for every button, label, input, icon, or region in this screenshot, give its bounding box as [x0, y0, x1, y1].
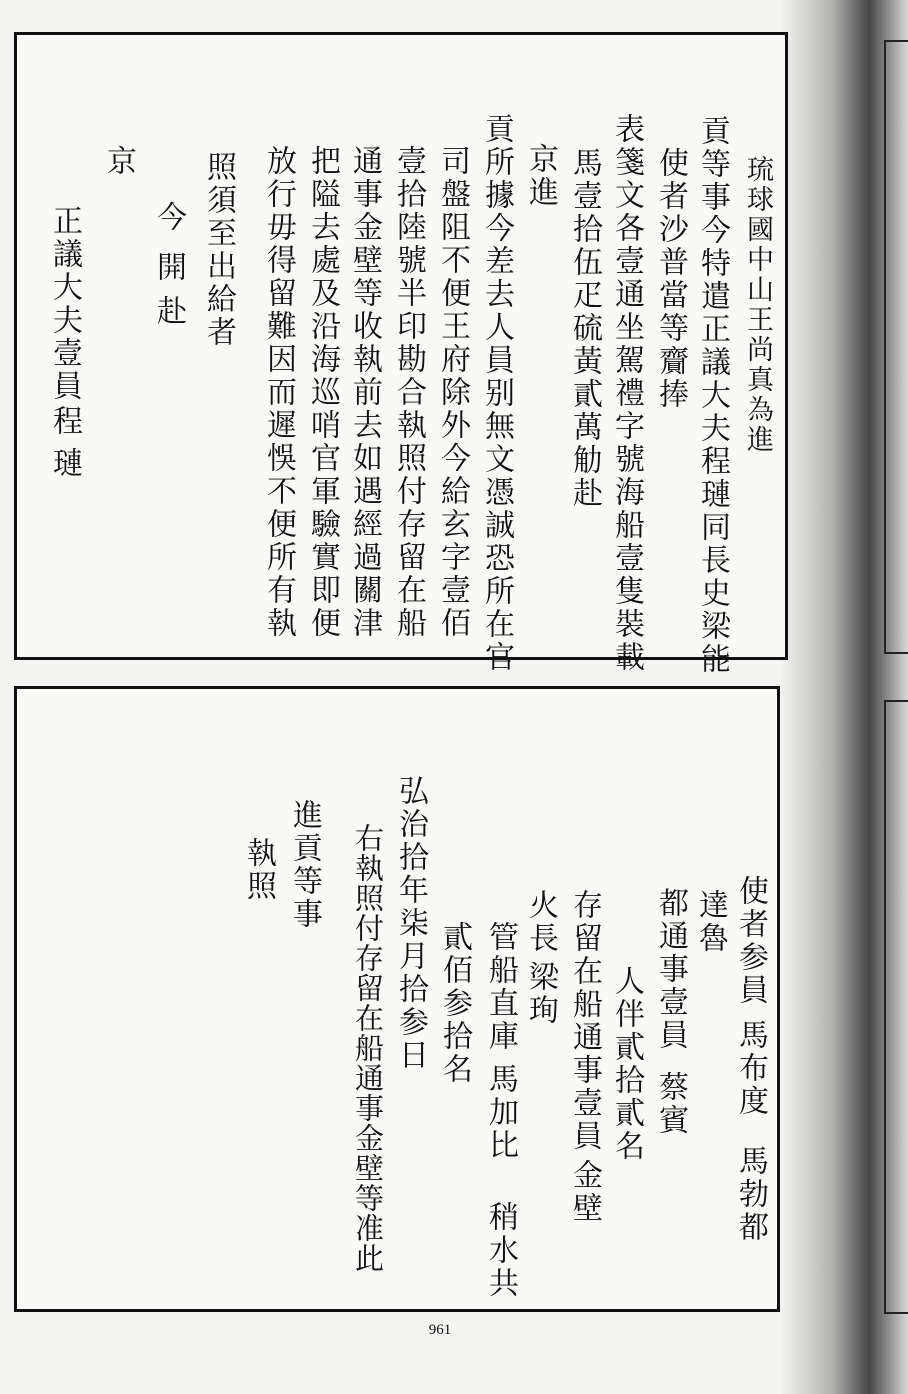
text-column: 京進: [523, 143, 558, 209]
text-column: 壹拾陸號半印勘合執照付存留在船: [391, 145, 426, 640]
text-column: 放行毋得留難因而遲悞不便所有執: [261, 145, 296, 640]
text-column: 蔡賓: [653, 1071, 688, 1137]
text-column: 梁珣: [523, 961, 558, 1027]
facing-page-edge-top: [884, 40, 908, 654]
text-column: 今開: [151, 201, 186, 301]
text-column: 稍水共: [483, 1201, 518, 1300]
text-column: 存留在船通事壹員: [567, 889, 602, 1153]
text-column: 馬勃都: [733, 1145, 768, 1244]
text-column: 人伴貳拾貳名: [609, 965, 644, 1163]
text-column: 程璉: [47, 405, 82, 489]
text-column: 使者沙普當等齎捧: [653, 147, 688, 411]
text-column: 琉球國中山王尚真為進: [742, 155, 773, 455]
text-column: 右執照付存留在船通事金壁等准此: [351, 823, 385, 1273]
text-column: 通事金壁等收執前去如遇經過關津: [347, 145, 382, 640]
bottom-document-panel: [14, 686, 780, 1312]
text-column: 貢所據今差去人員别無文憑誠恐所在官: [479, 113, 514, 674]
text-column: 馬布度: [733, 1019, 768, 1118]
text-column: 赴: [151, 295, 186, 328]
text-column: 馬加比: [483, 1063, 518, 1162]
text-column: 進貢等事: [287, 799, 322, 931]
text-column: 照須至出給者: [201, 151, 236, 349]
text-column: 表箋文各壹通坐駕禮字號海船壹隻裝載: [609, 113, 644, 674]
text-column: 京: [101, 145, 136, 178]
text-column: 使者参員: [733, 875, 768, 1007]
page-number: 961: [428, 1322, 452, 1338]
text-column: 馬壹拾伍疋硫黃貳萬觔赴: [567, 147, 602, 510]
facing-page-edge-bottom: [884, 700, 908, 1314]
text-column: 弘治拾年柒月拾参日: [393, 775, 428, 1072]
text-column: 貳佰参拾名: [437, 921, 472, 1086]
text-column: 執照: [241, 837, 276, 903]
text-column: 把隘去處及沿海巡哨官軍驗實即便: [305, 145, 340, 640]
text-column: 火長: [523, 889, 558, 955]
text-column: 達魯: [693, 889, 728, 955]
text-column: 貢等事今特遣正議大夫程璉同長史梁能: [695, 115, 730, 676]
text-column: 司盤阻不便王府除外今給玄字壹佰: [435, 145, 470, 640]
text-column: 金壁: [567, 1159, 602, 1225]
text-column: 正議大夫壹員: [47, 205, 82, 403]
text-column: 管船直庫: [483, 921, 518, 1053]
text-column: 都通事壹員: [653, 887, 688, 1052]
top-document-panel: [14, 32, 788, 676]
